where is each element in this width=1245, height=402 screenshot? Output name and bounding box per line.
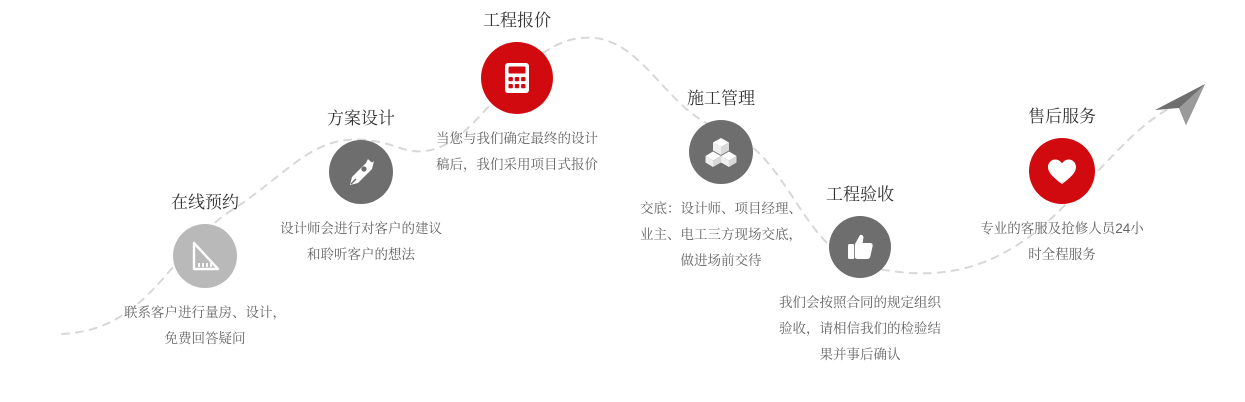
step-2-description: 设计师会进行对客户的建议和聆听客户的想法: [280, 221, 442, 262]
step-2-title: 方案设计: [327, 109, 395, 128]
step-5-description: 我们会按照合同的规定组织验收，请相信我们的检验结果并事后确认: [779, 295, 941, 362]
step-4-description: 交底：设计师、项目经理、业主、电工三方现场交底，做进场前交待: [640, 201, 802, 268]
step-1-online-booking: [120, 192, 290, 352]
paper-plane-arrow-icon: [1155, 84, 1205, 125]
step-1-title: 在线预约: [171, 193, 239, 212]
step-6-description: 专业的客服及抢修人员24小时全程服务: [980, 221, 1144, 262]
step-3-engineering-quotation: [432, 10, 602, 178]
step-3-description: 当您与我们确定最终的设计稿后，我们采用项目式报价: [436, 131, 598, 172]
step-6-title: 售后服务: [1028, 107, 1096, 126]
ruler-triangle-icon: [173, 224, 237, 288]
step-6-after-sales-service: [977, 106, 1147, 268]
step-3-title: 工程报价: [483, 11, 551, 30]
heart-icon: [1029, 138, 1095, 204]
step-5-title: 工程验收: [826, 185, 894, 204]
pen-nib-icon: [329, 140, 393, 204]
step-2-scheme-design: [276, 108, 446, 268]
calculator-icon: [481, 42, 553, 114]
step-5-engineering-acceptance: [775, 184, 945, 368]
boxes-icon: [689, 120, 753, 184]
step-4-title: 施工管理: [687, 89, 755, 108]
thumbs-up-icon: [829, 216, 891, 278]
step-1-description: 联系客户进行量房、设计，免费回答疑问: [124, 305, 286, 346]
